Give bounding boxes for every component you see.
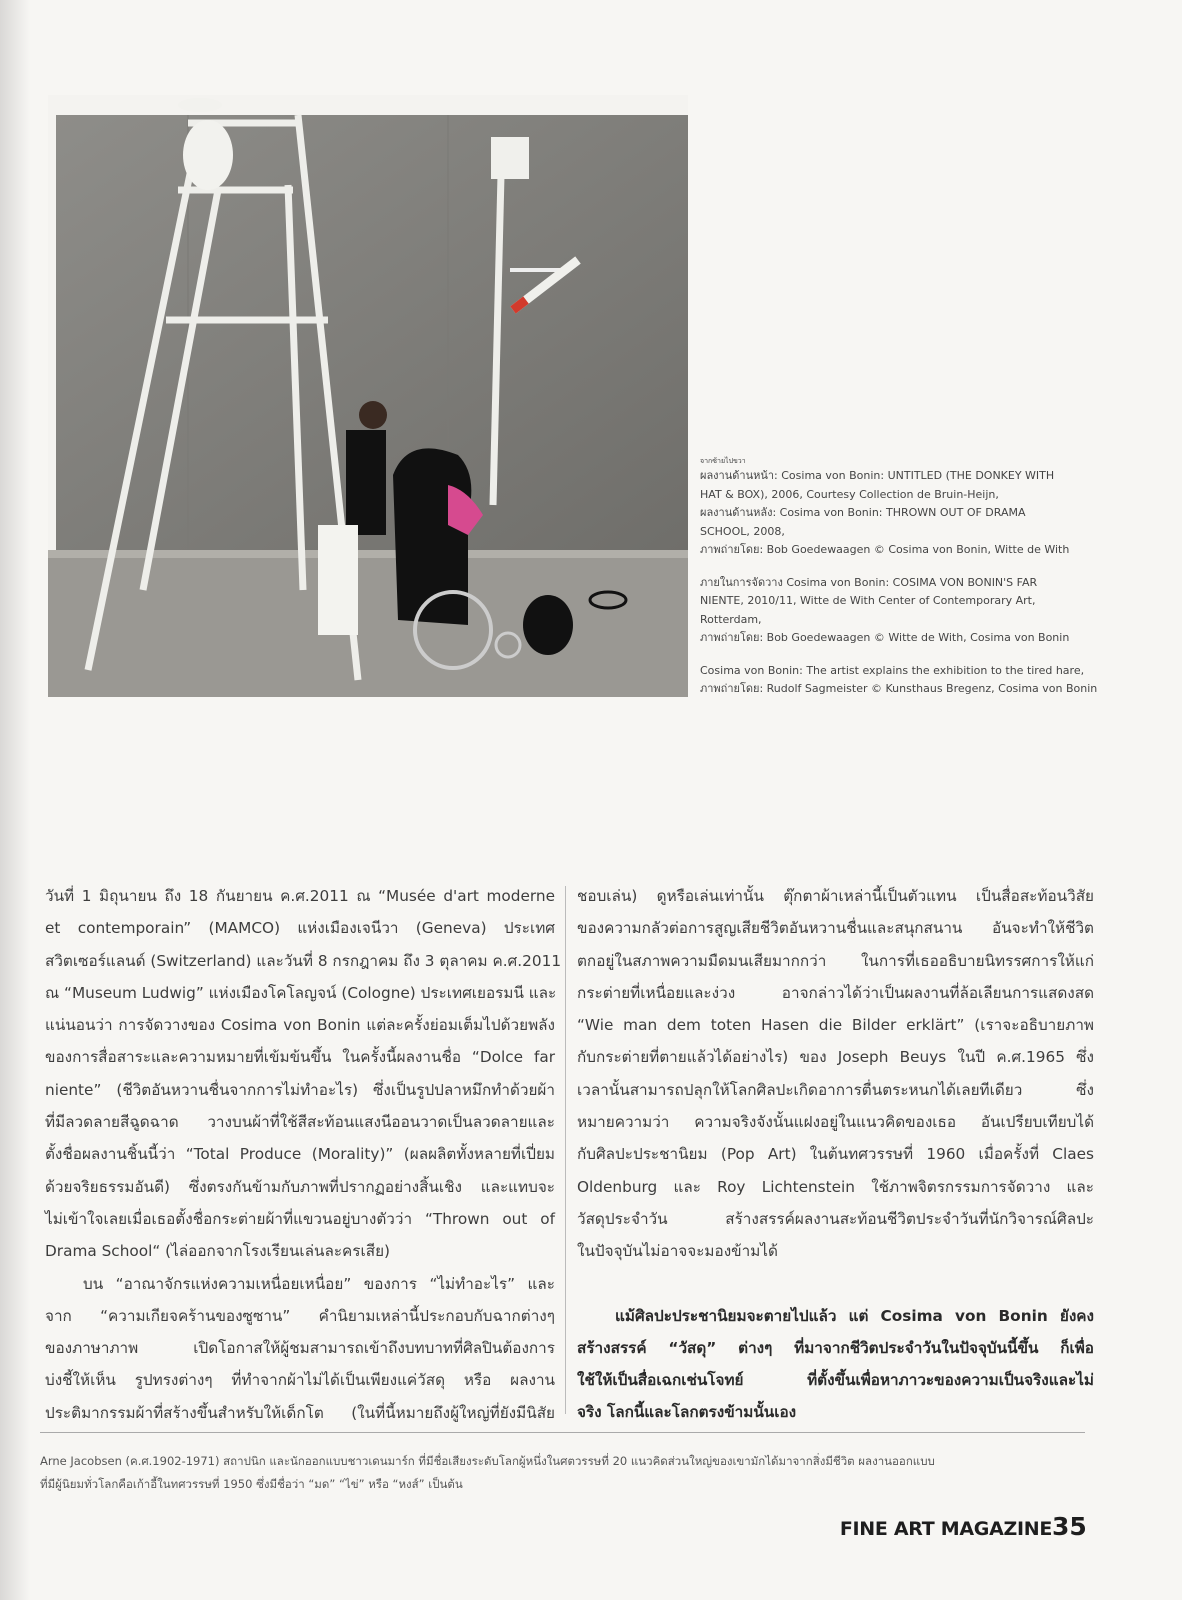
body-line: วันที่ 1 มิถุนายน ถึง 18 กันยายน ค.ศ.2011 ณ “Musée d'art moderne xyxy=(45,887,555,905)
body-line: “Wie man dem toten Hasen die Bilder erklärt” (เราจะอธิบายภาพ xyxy=(577,1016,1094,1035)
column-divider xyxy=(565,886,566,1414)
body-line: วัสดุประจำวัน สร้างสรรค์ผลงานสะท้อนชีวิตประจำวันที่นักวิจารณ์ศิลปะ xyxy=(577,1209,1094,1228)
body-line: Drama School“ (ไล่ออกจากโรงเรียนเล่นละครเสีย) xyxy=(45,1242,390,1261)
pull-quote-line: แม้ศิลปะประชานิยมจะตายไปแล้ว แต่ Cosima von Bonin ยังคง xyxy=(615,1306,1094,1325)
artwork-photo xyxy=(48,95,688,697)
caption-line: Rotterdam, xyxy=(700,612,762,626)
body-line: ด้วยจริยธรรมอันดี) ซึ่งตรงกันข้ามกับภาพที่ปรากฏอย่างสิ้นเชิง และแทบจะ xyxy=(45,1177,555,1196)
body-column-left xyxy=(45,880,562,1429)
body-line: ของความกลัวต่อการสูญเสียชีวิตอันหวานชื่นและสนุกสนาน อันจะทำให้ชีวิต xyxy=(577,919,1094,938)
body-line: ประติมากรรมผ้าที่สร้างขึ้นสำหรับให้เด็กโต (ในที่นี้หมายถึงผู้ใหญ่ที่ยังมีนิสัย xyxy=(45,1403,555,1422)
body-column-right xyxy=(577,880,1094,1429)
body-line: กับศิลปะประชานิยม (Pop Art) ในต้นทศวรรษที่ 1960 เมื่อครั้งที่ Claes xyxy=(577,1145,1094,1164)
page-number: 35 xyxy=(1052,1512,1087,1541)
caption-line: Cosima von Bonin: The artist explains the exhibition to the tired hare, xyxy=(700,663,1085,677)
magazine-name: FINE ART MAGAZINE xyxy=(839,1518,1052,1540)
caption-line: ภายในการจัดวาง Cosima von Bonin: COSIMA VON BONIN'S FAR xyxy=(700,575,1038,589)
body-line: จาก “ความเกียจคร้านของซูซาน” คำนิยามเหล่านี้ประกอบกับฉากต่างๆ xyxy=(45,1306,555,1325)
body-line: ของการสื่อสาระและความหมายที่เข้มข้นขึ้น ในครั้งนี้ผลงานชื่อ “Dolce far xyxy=(45,1048,555,1067)
pull-quote-line: สร้างสรรค์ “วัสดุ” ต่างๆ ที่มาจากชีวิตประจำวันในปัจจุบันนี้ขึ้น ก็เพื่อ xyxy=(577,1338,1094,1357)
body-line: บ่งชี้ให้เห็น รูปทรงต่างๆ ที่ทำจากผ้าไม่ได้เป็นเพียงแค่วัสดุ หรือ ผลงาน xyxy=(45,1371,555,1390)
caption-heading: จากซ้ายไปขวา xyxy=(700,457,746,465)
caption-line: SCHOOL, 2008, xyxy=(700,524,785,538)
page-gutter-shadow xyxy=(0,0,30,1600)
caption-line: ผลงานด้านหน้า: Cosima von Bonin: UNTITLED (THE DONKEY WITH xyxy=(700,469,1055,482)
footnote-line: ที่มีผู้นิยมทั่วโลกคือเก้าอี้ในทศวรรษที่ 1950 ซึ่งมีชื่อว่า “มด” “ไข่” หรือ “หงส์” เป็นต้น xyxy=(40,1477,463,1491)
caption-line: HAT & BOX), 2006, Courtesy Collection de Bruin-Heijn, xyxy=(700,487,999,501)
body-line: เวลานั้นสามารถปลุกให้โลกศิลปะเกิดอาการตื่นตระหนกได้เลยทีเดียว ซึ่ง xyxy=(577,1080,1094,1099)
body-line: et contemporain” (MAMCO) แห่งเมืองเจนีวา (Geneva) ประเทศ xyxy=(45,919,555,938)
body-line: ในปัจจุบันไม่อาจจะมองข้ามได้ xyxy=(577,1242,778,1261)
body-line: ไม่เข้าใจเลยเมื่อเธอตั้งชื่อกระต่ายผ้าที่แขวนอยู่บางตัวว่า “Thrown out of xyxy=(45,1209,555,1228)
pull-quote-line: ใช้ให้เป็นสื่อเฉกเช่นโจทย์ ที่ตั้งขึ้นเพื่อหาภาวะของความเป็นจริงและไม่ xyxy=(577,1371,1094,1390)
footnote-line: Arne Jacobsen (ค.ศ.1902-1971) สถาปนิก และนักออกแบบชาวเดนมาร์ก ที่มีชื่อเสียงระดับโลกผู้หนึ่งในศตวรรษที่ 20 แนวคิดส่วนใหญ่ของเขามักได้มาจากสิ่งมีชีวิต ผลงานออกแบบ xyxy=(40,1454,935,1468)
body-line: ของภาษาภาพ เปิดโอกาสให้ผู้ชมสามารถเข้าถึงบทบาทที่ศิลปินต้องการ xyxy=(45,1339,555,1358)
footnote-rule xyxy=(40,1432,1085,1433)
body-line: niente” (ชีวิตอันหวานชื่นจากการไม่ทำอะไร) ซึ่งเป็นรูปปลาหมึกทำด้วยผ้า xyxy=(45,1080,555,1099)
caption-line: NIENTE, 2010/11, Witte de With Center of Contemporary Art, xyxy=(700,594,1036,607)
body-line: กระต่ายที่เหนื่อยและง่วง อาจกล่าวได้ว่าเป็นผลงานที่ล้อเลียนการแสดงสด xyxy=(577,983,1094,1002)
body-line: ชอบเล่น) ดูหรือเล่นเท่านั้น ตุ๊กตาผ้าเหล่านี้เป็นตัวแทน เป็นสื่อสะท้อนวิสัย xyxy=(577,887,1094,905)
body-line: ที่มีลวดลายสีฉูดฉาด วางบนผ้าที่ใช้สีสะท้อนแสงนีออนวาดเป็นลวดลายและ xyxy=(45,1113,555,1132)
body-line: บน “อาณาจักรแห่งความเหนื่อยเหนื่อย” ของการ “ไม่ทำอะไร” และ xyxy=(83,1274,555,1293)
body-line: ณ “Museum Ludwig” แห่งเมืองโคโลญจน์ (Cologne) ประเทศเยอรมนี และ xyxy=(45,983,557,1002)
body-line: ตกอยู่ในสภาพความมืดมนเสียมากกว่า ในการที่เธออธิบายนิทรรศการให้แก่ xyxy=(577,951,1094,970)
caption-line: ผลงานด้านหลัง: Cosima von Bonin: THROWN OUT OF DRAMA xyxy=(700,506,1026,519)
pull-quote-line: จริง โลกนี้และโลกตรงข้ามนั้นเอง xyxy=(577,1403,797,1422)
body-line: สวิตเซอร์แลนด์ (Switzerland) และวันที่ 8 กรกฎาคม ถึง 3 ตุลาคม ค.ศ.2011 xyxy=(45,951,562,970)
caption-line: ภาพถ่ายโดย: Rudolf Sagmeister © Kunsthaus Bregenz, Cosima von Bonin xyxy=(700,682,1098,695)
caption-line: ภาพถ่ายโดย: Bob Goedewaagen © Cosima von Bonin, Witte de With xyxy=(700,543,1070,556)
body-line: แน่นอนว่า การจัดวางของ Cosima von Bonin แต่ละครั้งย่อมเต็มไปด้วยพลัง xyxy=(45,1016,555,1035)
caption-line: ภาพถ่ายโดย: Bob Goedewaagen © Witte de With, Cosima von Bonin xyxy=(700,631,1070,644)
photo-caption xyxy=(700,455,1100,699)
body-line: Oldenburg และ Roy Lichtenstein ใช้ภาพจิตรกรรมการจัดวาง และ xyxy=(577,1177,1094,1196)
body-line: หมายความว่า ความจริงจังนั้นแฝงอยู่ในแนวคิดของเธอ อันเปรียบเทียบได้ xyxy=(577,1113,1094,1132)
body-line: ตั้งชื่อผลงานชิ้นนี้ว่า “Total Produce (Morality)” (ผลผลิตทั้งหลายที่เปี่ยม xyxy=(45,1145,555,1164)
footnote xyxy=(40,1450,1100,1496)
body-line: กับกระต่ายที่ตายแล้วได้อย่างไร) ของ Joseph Beuys ในปี ค.ศ.1965 ซึ่ง xyxy=(577,1048,1094,1067)
